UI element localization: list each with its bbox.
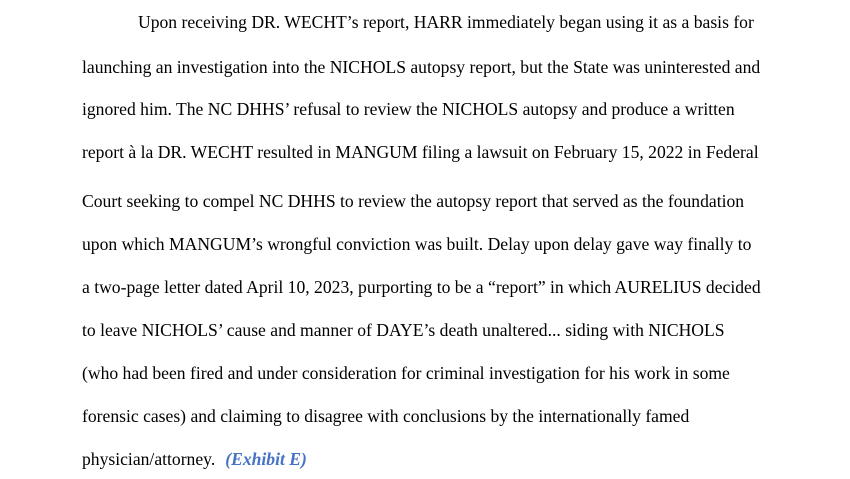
paragraph-line-6: upon which MANGUM’s wrongful conviction was built. Delay upon delay gave way finally to bbox=[82, 234, 752, 254]
paragraph-line-11 bbox=[82, 448, 307, 470]
paragraph-line-7: a two-page letter dated April 10, 2023, purporting to be a “report” in which AURELIUS decided bbox=[82, 277, 761, 297]
paragraph-line-10: forensic cases) and claiming to disagree with conclusions by the internationally famed bbox=[82, 406, 690, 426]
exhibit-e-link[interactable]: (Exhibit E) bbox=[225, 449, 307, 469]
paragraph-line-4: report à la DR. WECHT resulted in MANGUM filing a lawsuit on February 15, 2022 in Federal bbox=[82, 142, 759, 162]
paragraph-line-1: Upon receiving DR. WECHT’s report, HARR immediately began using it as a basis for bbox=[138, 12, 754, 32]
paragraph-line-2: launching an investigation into the NICHOLS autopsy report, but the State was uninterested and bbox=[82, 57, 761, 77]
final-line-text: physician/attorney. bbox=[82, 449, 216, 469]
paragraph-line-5: Court seeking to compel NC DHHS to review the autopsy report that served as the foundation bbox=[82, 191, 745, 211]
paragraph-line-8: to leave NICHOLS’ cause and manner of DAYE’s death unaltered... siding with NICHOLS bbox=[82, 320, 725, 340]
paragraph-line-9: (who had been fired and under consideration for criminal investigation for his work in some bbox=[82, 363, 730, 383]
paragraph-line-3: ignored him. The NC DHHS’ refusal to review the NICHOLS autopsy and produce a written bbox=[82, 99, 735, 119]
